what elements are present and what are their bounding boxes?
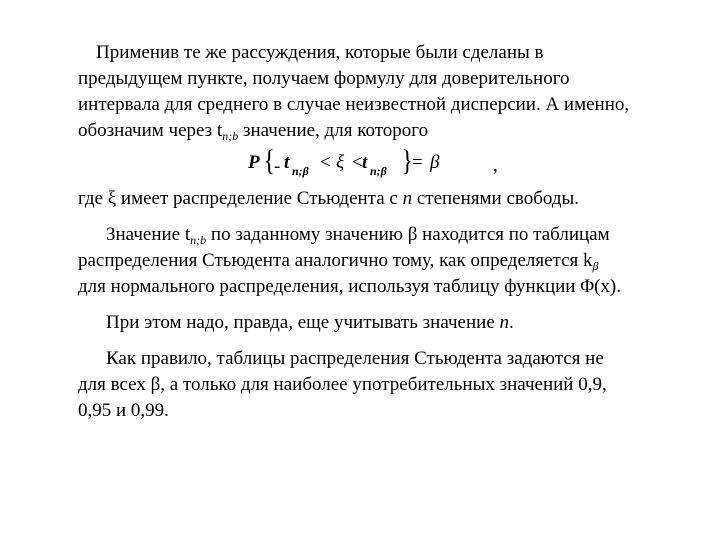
paragraph1-line4-post: значение, для которого <box>238 120 429 141</box>
paragraph2 <box>78 188 579 210</box>
paragraph2-pre: где ξ имеет распределение Стьюдента с <box>78 188 403 209</box>
formula-t1-subscript: n;β <box>292 164 309 178</box>
paragraph3-line2-subscript: β <box>592 259 599 273</box>
paragraph4 <box>106 312 514 334</box>
paragraph1-line2: предыдущем пункте, получаем формулу для доверительного <box>78 68 570 89</box>
formula-t2-subscript: n;β <box>370 164 387 178</box>
paragraph1-line1: Применив те же рассуждения, которые были сделаны в <box>96 42 544 63</box>
paragraph2-n: n <box>402 188 413 209</box>
paragraph1-line3: интервала для среднего в случае неизвестной дисперсии. А именно, <box>78 94 630 115</box>
paragraph3-line1-pre: Значение t <box>106 224 191 245</box>
formula-right-brace: } <box>401 144 413 177</box>
probability-formula <box>248 144 448 182</box>
paragraph5-line3: 0,95 и 0,99. <box>78 400 169 421</box>
paragraph5-line1: Как правило, таблицы распределения Стьюдента задаются не <box>106 348 604 369</box>
formula-comma: , <box>493 155 498 176</box>
paragraph3-line3: для нормального распределения, используя таблицу функции Φ(x). <box>78 276 622 297</box>
formula-t1: t <box>284 152 290 173</box>
paragraph4-n: n <box>499 312 509 333</box>
paragraph3-line1-subscript: n;b <box>190 233 207 247</box>
paragraph4-pre: При этом надо, правда, еще учитывать значение <box>106 312 500 333</box>
formula-left-brace: { <box>263 144 275 177</box>
paragraph3-line1 <box>106 224 610 247</box>
formula-lt1: < <box>320 152 331 173</box>
formula-minus: - <box>274 156 281 177</box>
paragraph3-line1-post: по заданному значению β находится по таблицам <box>206 224 610 245</box>
paragraph1-line4-subscript: n;b <box>222 129 239 143</box>
paragraph1-line4 <box>78 120 428 143</box>
paragraph5-line2: для всех β, а только для наиболее употребительных значений 0,9, <box>78 374 607 395</box>
formula-xi: ξ <box>336 152 345 173</box>
paragraph2-post: степенями свободы. <box>412 188 580 209</box>
formula-p: P <box>248 152 260 173</box>
formula-equals: = <box>412 152 423 173</box>
paragraph3-line2 <box>78 250 599 273</box>
paragraph1-line4-pre: обозначим через t <box>78 120 223 141</box>
paragraph3-line2-pre: распределения Стьюдента аналогично тому, как определяется k <box>78 250 593 271</box>
formula-t2: t <box>362 152 368 173</box>
paragraph4-post: . <box>509 312 514 333</box>
formula-lt2: < <box>352 152 363 173</box>
formula-beta: β <box>430 152 440 173</box>
